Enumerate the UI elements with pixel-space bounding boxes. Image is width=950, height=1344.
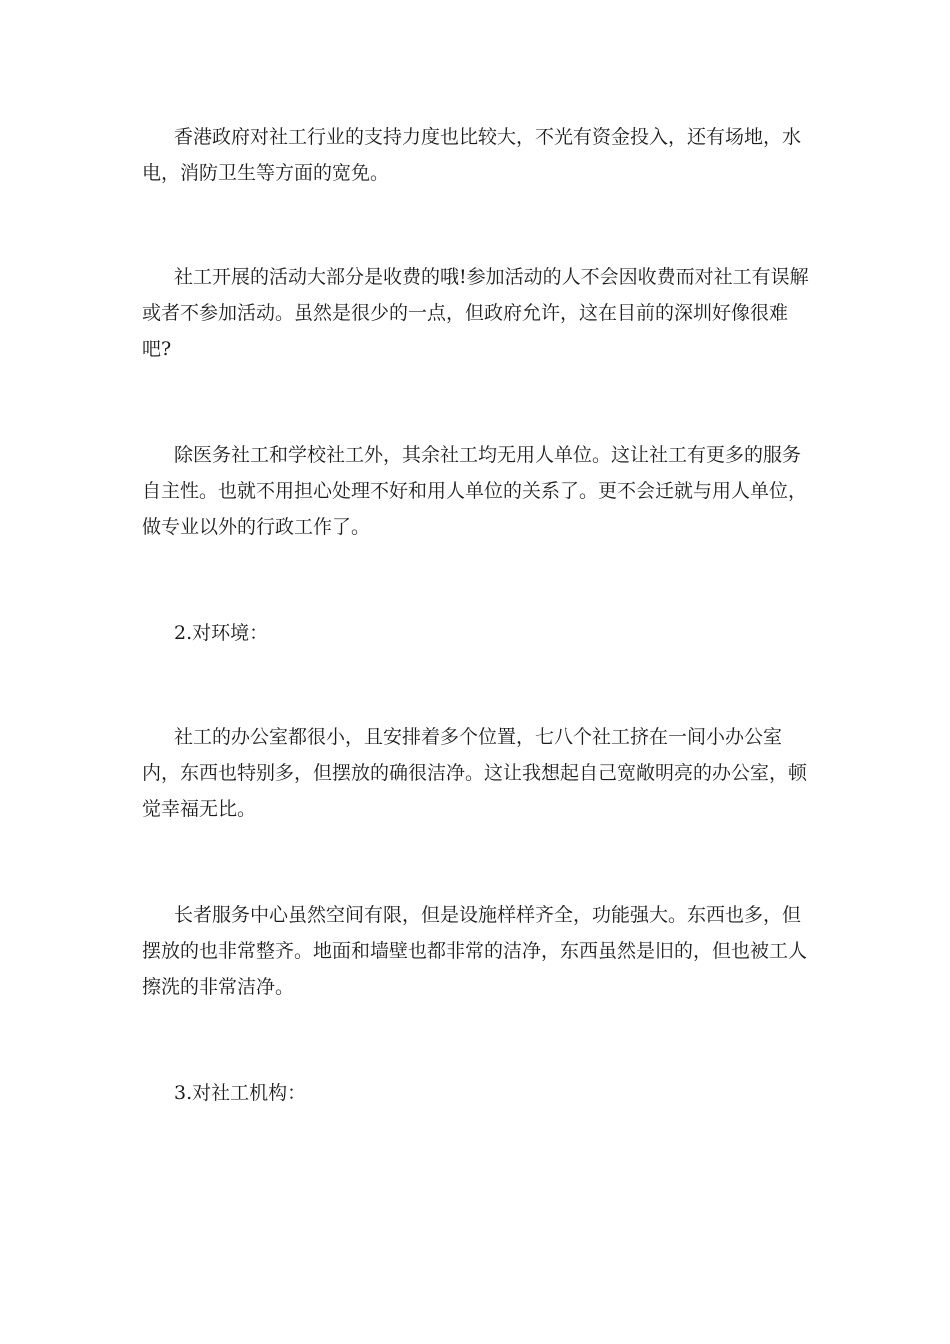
section-heading-environment: 2.对环境：: [174, 622, 269, 644]
paragraph-office-space: 社工的办公室都很小，且安排着多个位置，七八个社工挤在一间小办公室内，东西也特别多，但摆放的确很洁净。这让我想起自己宽敞明亮的办公室，顿觉幸福无比。: [142, 726, 808, 820]
paragraph-government-support: 香港政府对社工行业的支持力度也比较大，不光有资金投入，还有场地，水电，消防卫生等方面的宽免。: [142, 126, 802, 184]
section-heading-social-work-agency: 3.对社工机构：: [174, 1082, 307, 1104]
paragraph-employer-units: 除医务社工和学校社工外，其余社工均无用人单位。这让社工有更多的服务自主性。也就不用担心处理不好和用人单位的关系了。更不会迁就与用人单位，做专业以外的行政工作了。: [142, 444, 808, 538]
paragraph-elderly-center: 长者服务中心虽然空间有限，但是设施样样齐全，功能强大。东西也多，但摆放的也非常整齐。地面和墙壁也都非常的洁净，东西虽然是旧的，但也被工人擦洗的非常洁净。: [142, 904, 808, 998]
paragraph-activity-fees: 社工开展的活动大部分是收费的哦!参加活动的人不会因收费而对社工有误解或者不参加活动。虽然是很少的一点，但政府允许，这在目前的深圳好像很难吧?: [142, 266, 809, 360]
